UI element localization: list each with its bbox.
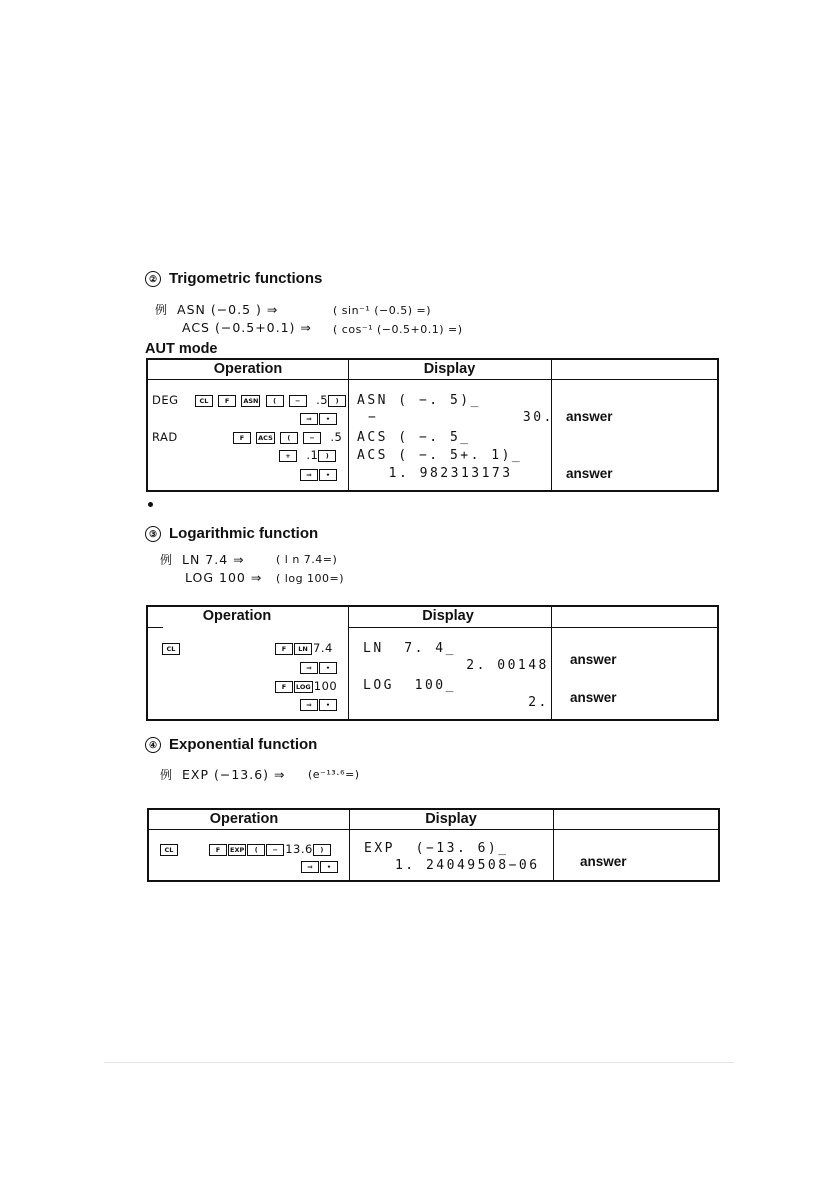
trig-example-1 xyxy=(155,301,278,318)
exp-table xyxy=(147,808,720,882)
key-open-paren: ( xyxy=(247,844,265,856)
op-keys-row-3 xyxy=(275,679,337,693)
op-value: 7.4 xyxy=(313,641,333,655)
page-footer-rule xyxy=(104,1062,734,1063)
op-keys-row-5 xyxy=(300,467,338,481)
header-operation: Operation xyxy=(209,811,279,827)
mode-label: AUT mode xyxy=(145,341,218,357)
log-example-1 xyxy=(160,551,245,568)
section-number: ③ xyxy=(145,526,161,542)
key-f: F xyxy=(275,643,293,655)
key-log: LOG xyxy=(296,683,311,691)
trig-example-1-expr: ASN (−0.5 ) ⇒ xyxy=(177,302,279,317)
op-keys-row-3 xyxy=(233,430,342,444)
op-value: .1 xyxy=(306,448,319,462)
log-example-2-expr: LOG 100 ⇒ xyxy=(185,570,263,585)
key-f: F xyxy=(233,432,251,444)
log-example-1-note-text: ( l n 7.4=) xyxy=(276,553,338,566)
header-divider xyxy=(348,627,717,628)
column-divider xyxy=(553,810,554,880)
bullet-dot xyxy=(148,502,153,507)
op-value: 13.6 xyxy=(285,842,313,856)
header-divider xyxy=(148,379,717,380)
trig-example-2 xyxy=(182,320,312,335)
op-label-rad: RAD xyxy=(152,430,178,444)
header-display: Display xyxy=(423,361,476,377)
op-keys-row-2 xyxy=(300,660,338,674)
trig-example-1-note xyxy=(333,302,431,317)
key-equals: ⇒ xyxy=(301,861,319,873)
trig-section-title xyxy=(145,270,322,287)
key-equals: ⇒ xyxy=(300,662,318,674)
key-equals: ⇒ xyxy=(300,699,318,711)
example-mark: 例 xyxy=(160,768,173,782)
op-value: 100 xyxy=(313,679,338,693)
example-mark: 例 xyxy=(155,303,168,317)
key-open-paren: ( xyxy=(266,395,284,407)
trig-example-1-note-text: ( sin⁻¹ (−0.5) =) xyxy=(333,304,432,317)
display-row-1: ASN ( −. 5)_ xyxy=(357,393,481,408)
display-row-1: EXP (−13. 6)_ xyxy=(364,841,509,856)
key-dot: • xyxy=(319,413,337,425)
log-table xyxy=(146,605,719,721)
key-dot: • xyxy=(319,699,337,711)
display-row-1: LN 7. 4_ xyxy=(363,641,456,656)
key-cl: CL xyxy=(195,395,213,407)
op-keys-row-1 xyxy=(275,641,333,655)
header-operation: Operation xyxy=(202,608,272,624)
example-mark: 例 xyxy=(160,553,173,567)
key-cl: CL xyxy=(162,643,180,655)
header-operation: Operation xyxy=(213,361,283,377)
op-keys-row-2 xyxy=(300,411,338,425)
key-close-paren: ) xyxy=(328,395,346,407)
trig-table xyxy=(146,358,719,492)
key-minus: − xyxy=(303,432,321,444)
column-divider xyxy=(551,607,552,719)
exp-example-1-note xyxy=(308,766,360,781)
log-title-text: Logarithmic function xyxy=(169,525,319,542)
op-value: .5 xyxy=(316,393,329,407)
op-clear-key xyxy=(160,842,179,856)
log-example-1-expr: LN 7.4 ⇒ xyxy=(182,552,245,567)
exp-title-text: Exponential function xyxy=(169,736,318,753)
display-row-5: 1. 982313173 xyxy=(368,466,513,481)
log-example-2-note-text: ( log 100=) xyxy=(276,572,345,585)
op-keys-row-4 xyxy=(279,448,337,462)
exp-example-1-expr: EXP (−13.6) ⇒ xyxy=(182,767,286,782)
log-example-2 xyxy=(185,570,262,585)
key-plus: + xyxy=(279,450,297,462)
op-keys-row-1 xyxy=(209,842,332,856)
header-display: Display xyxy=(425,811,477,827)
log-example-1-note xyxy=(276,551,337,566)
exp-example-1-note-text: (e⁻¹³·⁶=) xyxy=(308,768,360,781)
section-number: ④ xyxy=(145,737,161,753)
display-row-2: 1. 24049508−06 xyxy=(364,858,540,873)
answer-label: answer xyxy=(566,409,613,424)
op-keys-row-4 xyxy=(300,697,338,711)
key-ln: LN xyxy=(294,643,312,655)
key-dot: • xyxy=(319,662,337,674)
key-f: F xyxy=(209,844,227,856)
answer-label: answer xyxy=(580,854,627,869)
trig-example-2-note-text: ( cos⁻¹ (−0.5+0.1) =) xyxy=(333,323,463,336)
key-asn: ASN xyxy=(243,397,259,405)
display-row-4: 2. xyxy=(363,695,549,710)
exp-section-title xyxy=(145,736,317,753)
display-row-2: − 30. xyxy=(368,410,554,425)
op-clear-key xyxy=(162,641,181,655)
answer-label: answer xyxy=(566,466,613,481)
op-keys-row-2 xyxy=(301,859,339,873)
header-divider xyxy=(148,627,163,628)
key-equals: ⇒ xyxy=(300,469,318,481)
op-value: .5 xyxy=(330,430,343,444)
key-f: F xyxy=(275,681,293,693)
op-keys-row-1 xyxy=(195,393,347,407)
key-exp: EXP xyxy=(230,846,245,854)
key-close-paren: ) xyxy=(313,844,331,856)
key-cl: CL xyxy=(160,844,178,856)
trig-example-2-note xyxy=(333,321,463,336)
log-section-title xyxy=(145,525,318,542)
key-f: F xyxy=(218,395,236,407)
key-minus: − xyxy=(266,844,284,856)
section-number: ② xyxy=(145,271,161,287)
display-row-2: 2. 00148 xyxy=(363,658,549,673)
display-row-4: ACS ( −. 5+. 1)_ xyxy=(357,448,523,463)
log-example-2-note xyxy=(276,570,344,585)
key-minus: − xyxy=(289,395,307,407)
answer-label: answer xyxy=(570,652,617,667)
exp-example-1 xyxy=(160,766,286,783)
key-dot: • xyxy=(319,469,337,481)
header-divider xyxy=(149,829,718,830)
key-close-paren: ) xyxy=(318,450,336,462)
op-label-deg: DEG xyxy=(152,393,179,407)
header-display: Display xyxy=(422,608,474,624)
key-open-paren: ( xyxy=(280,432,298,444)
display-row-3: ACS ( −. 5_ xyxy=(357,430,471,445)
answer-label: answer xyxy=(570,690,617,705)
trig-example-2-expr: ACS (−0.5+0.1) ⇒ xyxy=(182,320,312,335)
key-equals: ⇒ xyxy=(300,413,318,425)
display-row-3: LOG 100_ xyxy=(363,678,456,693)
trig-title-text: Trigometric functions xyxy=(169,270,323,287)
key-acs: ACS xyxy=(258,434,273,442)
key-dot: • xyxy=(320,861,338,873)
